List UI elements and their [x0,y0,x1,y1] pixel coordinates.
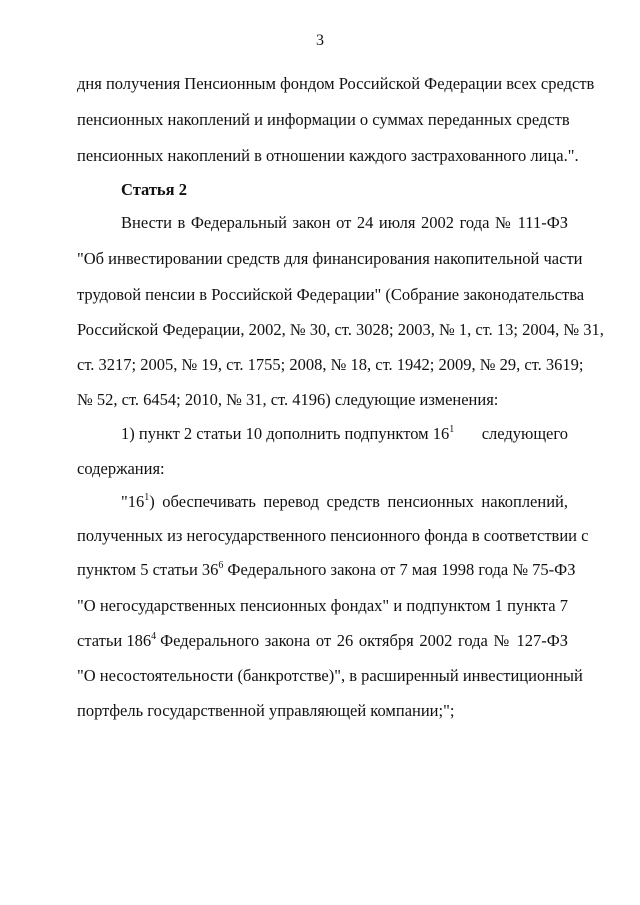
superscript: 1 [144,491,150,503]
text-segment: следующего [481,424,568,443]
text-line: содержания: [77,459,165,478]
text-line: Российской Федерации, 2002, № 30, ст. 3028; 2003, № 1, ст. 13; 2004, № 31, [77,320,604,339]
text-segment: пунктом 5 статьи $36^6$ [77,559,224,579]
text-line [77,559,576,580]
page-number: 3 [316,32,324,49]
text-segment: статьи $186^4$ [77,630,157,650]
text-line [121,492,568,512]
text-segment: ) обеспечивать перевод средств пенсионных накоплений, [149,492,568,511]
text-line: "Об инвестировании средств для финансирования накопительной части [77,249,583,268]
text-line: ст. 3217; 2005, № 19, ст. 1755; 2008, № 18, ст. 1942; 2009, № 29, ст. 3619; [77,355,584,374]
article-heading: Статья 2 [121,180,187,199]
superscript: 6 [218,559,224,571]
text-line: дня получения Пенсионным фондом Российской Федерации всех средств [77,74,595,93]
text-line: пенсионных накоплений в отношении каждого застрахованного лица.". [77,146,579,165]
superscript: 1 [449,423,455,435]
superscript: 4 [151,630,157,642]
text-line: трудовой пенсии в Российской Федерации" (Собрание законодательства [77,285,585,304]
text-segment: "$16^1$ [121,491,150,511]
text-line [77,631,568,651]
text-segment: 1) пункт 2 статьи 10 дополнить подпунктом $16^1$ [121,423,455,443]
text-line: "О несостоятельности (банкротстве)", в расширенный инвестиционный [77,666,583,685]
text-line: полученных из негосударственного пенсионного фонда в соответствии с [77,526,589,545]
text-line: № 52, ст. 6454; 2010, № 31, ст. 4196) следующие изменения: [77,390,499,409]
text-line: пенсионных накоплений и информации о суммах переданных средств [77,110,570,129]
text-segment: Федерального закона от 26 октября 2002 года № 127-ФЗ [160,631,568,650]
text-line: портфель государственной управляющей компании;"; [77,701,455,720]
text-line: "О негосударственных пенсионных фондах" и подпунктом 1 пункта 7 [77,596,568,615]
text-line: Внести в Федеральный закон от 24 июля 2002 года № 111-ФЗ [121,213,568,232]
text-segment: Федерального закона от 7 мая 1998 года № 75-ФЗ [227,560,576,579]
text-line [121,424,568,444]
